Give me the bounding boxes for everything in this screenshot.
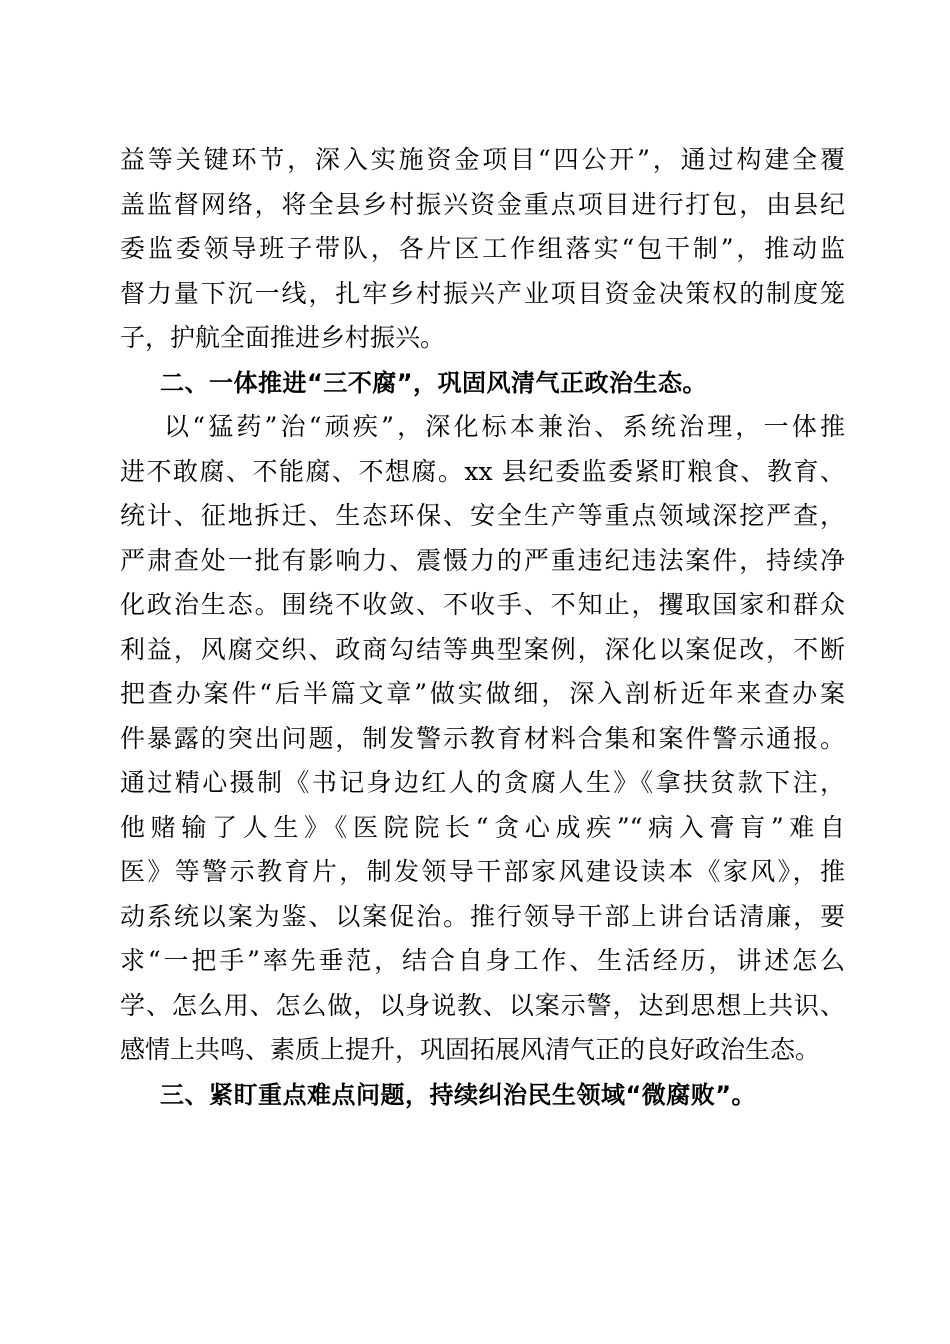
paragraph-line: 动系统以案为鉴、以案促治。推行领导干部上讲台话清廉，要 bbox=[120, 901, 845, 931]
paragraph-line: 严肃查处一批有影响力、震慑力的严重违纪违法案件，持续净 bbox=[120, 545, 845, 575]
paragraph-line: 医》等警示教育片，制发领导干部家风建设读本《家风》，推 bbox=[120, 857, 845, 886]
paragraph-line: 督力量下沉一线，扎牢乡村振兴产业项目资金决策权的制度笼 bbox=[120, 278, 845, 308]
paragraph-line: 通过精心摄制《书记身边红人的贪腐人生》《拿扶贫款下注， bbox=[120, 768, 845, 797]
paragraph-line: 利益，风腐交织、政商勾结等典型案例，深化以案促改，不断 bbox=[120, 634, 845, 664]
document-body bbox=[120, 138, 845, 1117]
paragraph-line: 以“猛药”治“顽疾”，深化标本兼治、系统治理，一体推 bbox=[164, 412, 845, 441]
paragraph-2 bbox=[120, 405, 845, 1073]
paragraph-line: 把查办案件“后半篇文章”做实做细，深入剖析近年来查办案 bbox=[120, 679, 845, 708]
paragraph-1 bbox=[120, 138, 845, 361]
paragraph-line: 子，护航全面推进乡村振兴。 bbox=[120, 323, 446, 352]
section-heading-2: 二、一体推进“三不腐”，巩固风清气正政治生态。 bbox=[160, 368, 708, 397]
paragraph-line: 化政治生态。围绕不收敛、不收手、不知止，攫取国家和群众 bbox=[120, 590, 845, 619]
paragraph-line: 他赌输了人生》《医院院长“贪心成疾”“病入膏肓”难自 bbox=[120, 812, 845, 842]
section-heading-3: 三、紧盯重点难点问题，持续纠治民生领域“微腐败”。 bbox=[160, 1080, 757, 1109]
paragraph-line: 益等关键环节，深入实施资金项目“四公开”，通过构建全覆 bbox=[120, 145, 845, 174]
paragraph-line: 感情上共鸣、素质上提升，巩固拓展风清气正的良好政治生态。 bbox=[120, 1035, 821, 1064]
paragraph-line: 委监委领导班子带队，各片区工作组落实“包干制”，推动监 bbox=[120, 234, 845, 263]
paragraph-line: 学、怎么用、怎么做，以身说教、以案示警，达到思想上共识、 bbox=[120, 990, 845, 1020]
paragraph-line: 件暴露的突出问题，制发警示教育材料合集和案件警示通报。 bbox=[120, 723, 845, 753]
paragraph-line: 求“一把手”率先垂范，结合自身工作、生活经历，讲述怎么 bbox=[120, 946, 845, 975]
paragraph-line: 盖监督网络，将全县乡村振兴资金重点项目进行打包，由县纪 bbox=[120, 189, 845, 219]
paragraph-line: 进不敢腐、不能腐、不想腐。xx 县纪委监委紧盯粮食、教育、 bbox=[120, 456, 845, 486]
paragraph-line: 统计、征地拆迁、生态环保、安全生产等重点领域深挖严查， bbox=[120, 501, 845, 530]
